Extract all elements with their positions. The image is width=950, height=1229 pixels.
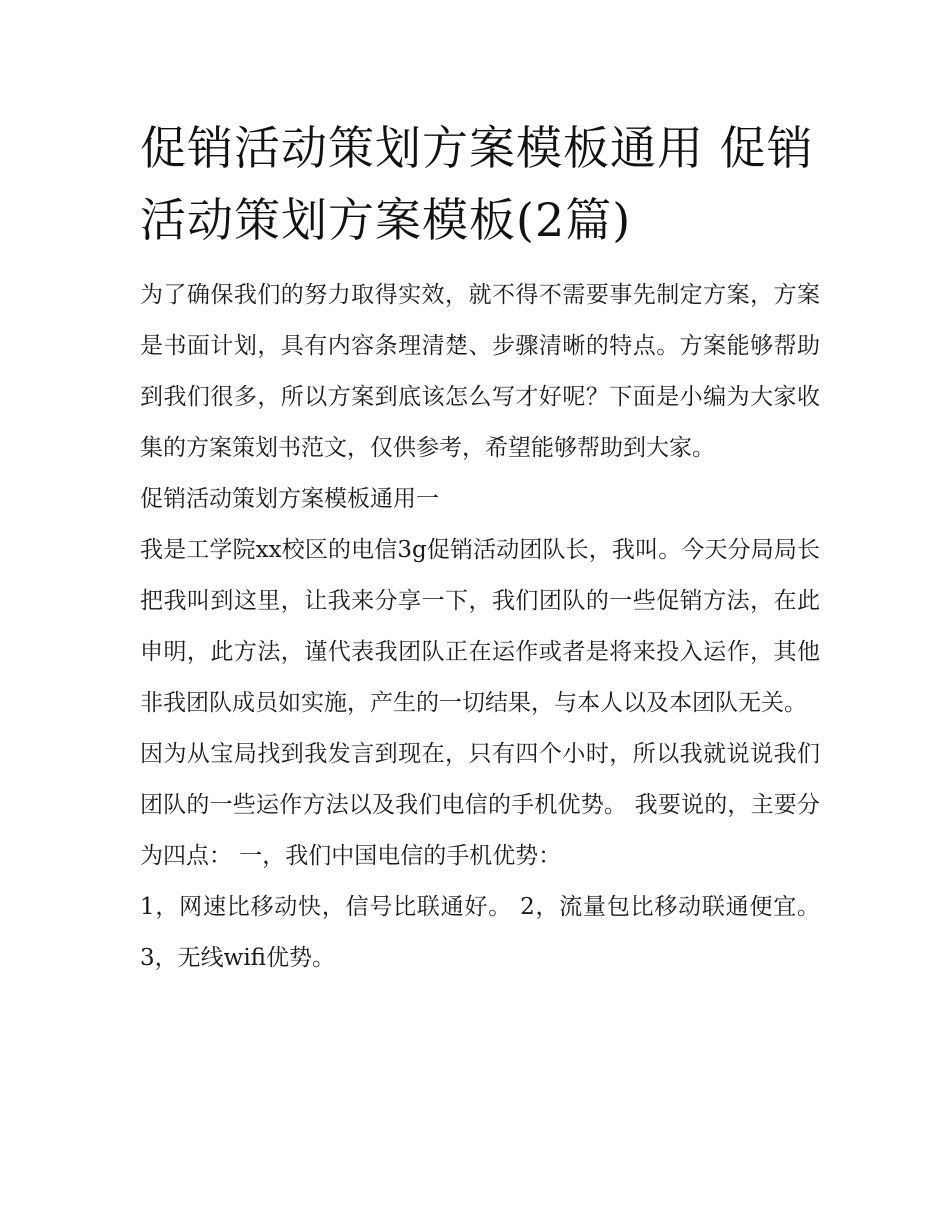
section-heading: 促销活动策划方案模板通用一 — [140, 486, 439, 512]
body-paragraph-overview: 因为从宝局找到我发言到现在，只有四个小时，所以我就说说我们团队的一些运作方法以及我们电信的手机优势。 我要说的，主要分为四点： 一，我们中国电信的手机优势： — [140, 741, 820, 869]
document-body — [140, 112, 820, 984]
document-title: 促销活动策划方案模板通用 促销活动策划方案模板(2篇) — [140, 121, 814, 247]
intro-paragraph: 为了确保我们的努力取得实效，就不得不需要事先制定方案，方案是书面计划，具有内容条理清楚、步骤清晰的特点。方案能够帮助到我们很多，所以方案到底该怎么写才好呢？下面是小编为大家收集的方案策划书范文，仅供参考，希望能够帮助到大家。 — [140, 282, 820, 461]
body-paragraph-advantages: 1，网速比移动快，信号比联通好。 2，流量包比移动联通便宜。 3，无线wifi优势。 — [140, 894, 820, 971]
body-paragraph-self-intro: 我是工学院xx校区的电信3g促销活动团队长，我叫。今天分局局长把我叫到这里，让我来分享一下，我们团队的一些促销方法，在此申明，此方法，谨代表我团队正在运作或者是将来投入运作，其他非我团队成员如实施，产生的一切结果，与本人以及本团队无关。 — [140, 537, 820, 716]
